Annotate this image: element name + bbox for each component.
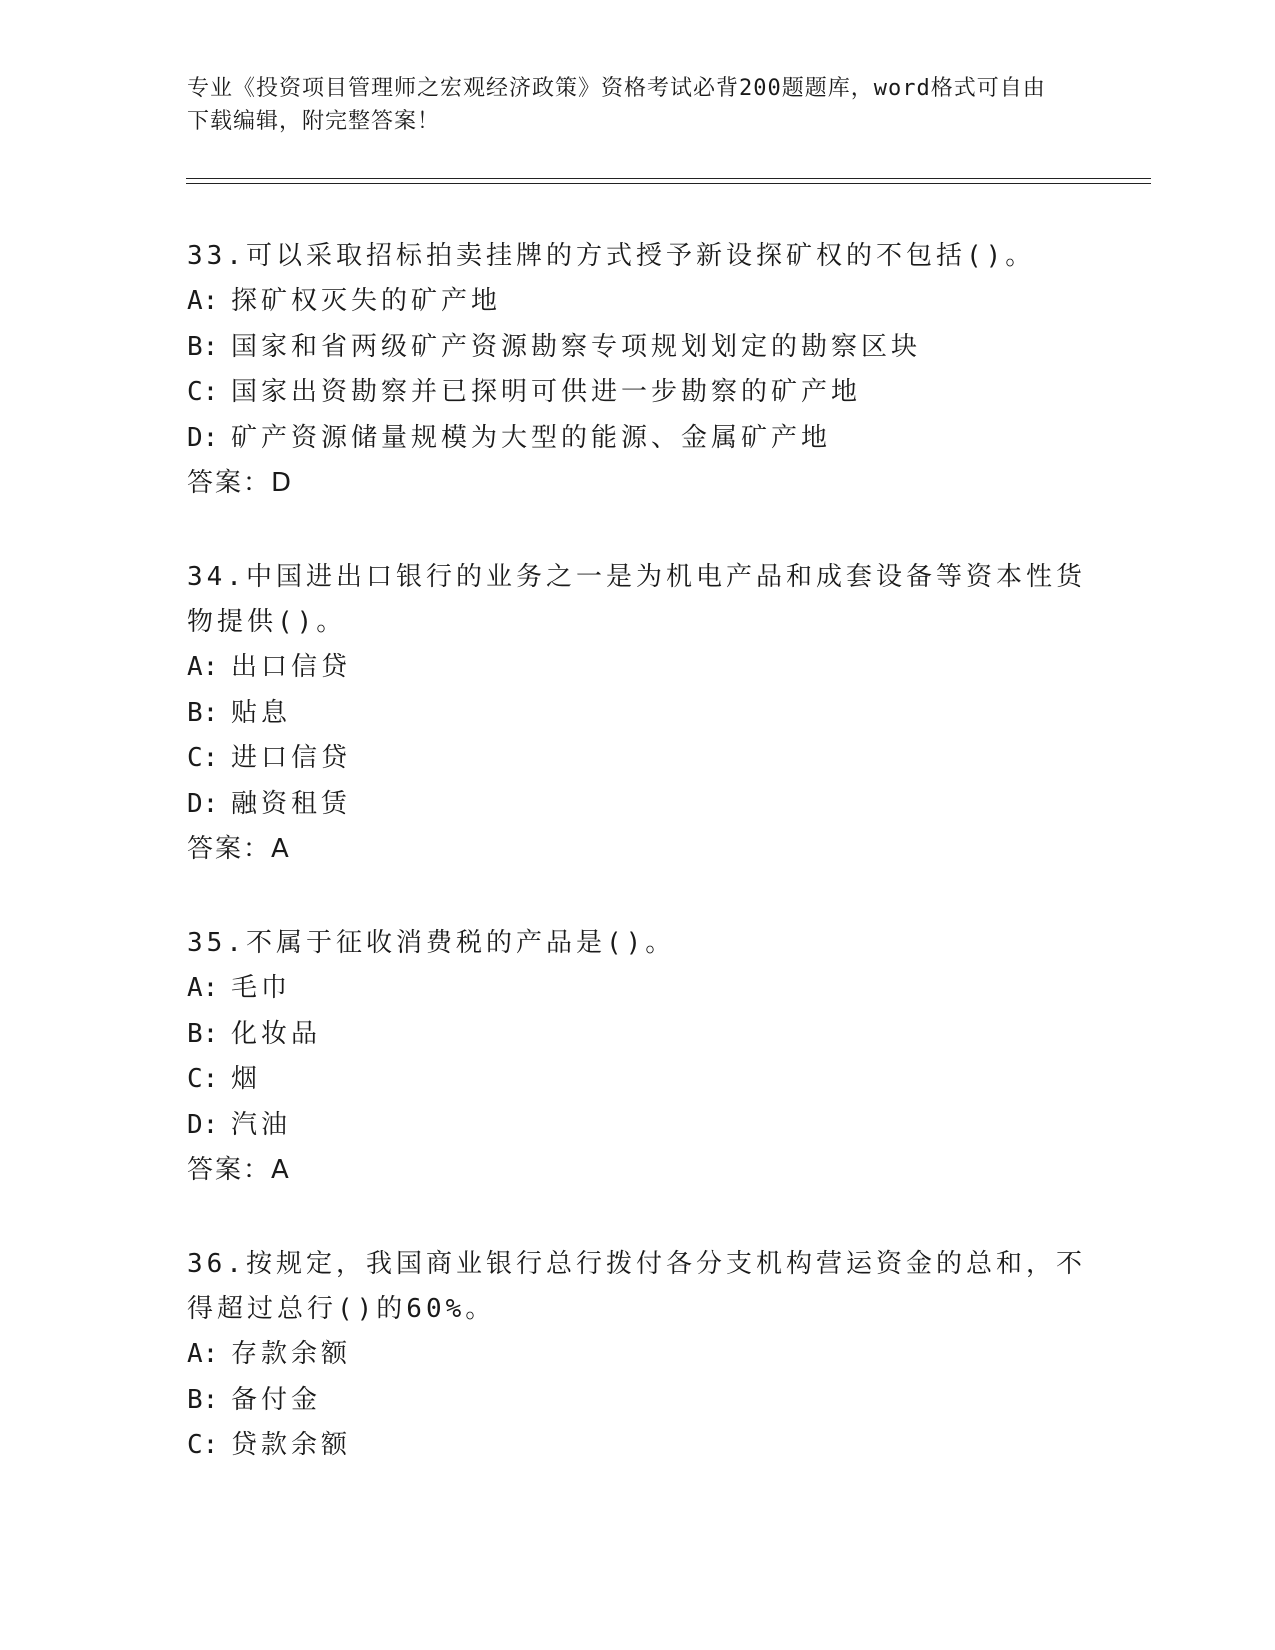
answer-line: 答案：A: [187, 834, 291, 864]
question-stem: 36.按规定，我国商业银行总行拨付各分支机构营运资金的总和，不得超过总行()的60%。: [187, 1249, 1086, 1324]
option-text: 贷款余额: [231, 1430, 352, 1460]
option-a: [187, 966, 1087, 1012]
option-text: 出口信贷: [231, 652, 352, 682]
option-key: C:: [187, 1430, 219, 1460]
option-text: 矿产资源储量规模为大型的能源、金属矿产地: [231, 422, 832, 453]
option-text: 国家出资勘察并已探明可供进一步勘察的矿产地: [231, 377, 862, 407]
option-key: D:: [187, 1109, 219, 1140]
question-33: [187, 234, 1087, 506]
question-stem: 33.可以采取招标拍卖挂牌的方式授予新设探矿权的不包括()。: [187, 241, 1036, 271]
option-text: 贴息: [231, 697, 292, 728]
option-b: [187, 325, 1087, 371]
option-key: B:: [187, 1018, 219, 1049]
option-text: 探矿权灭失的矿产地: [231, 286, 502, 316]
header-double-rule: [186, 178, 1151, 184]
option-d: [187, 1103, 1087, 1149]
option-text: 烟: [231, 1064, 262, 1094]
document-header: 专业《投资项目管理师之宏观经济政策》资格考试必背200题题库，word格式可自由下载编辑，附完整答案！: [187, 76, 1046, 134]
option-c: [187, 1057, 1087, 1103]
option-text: 化妆品: [231, 1018, 322, 1049]
question-34: [187, 555, 1087, 872]
option-d: [187, 416, 1087, 462]
option-key: C:: [187, 1064, 219, 1094]
question-35: [187, 921, 1087, 1193]
option-c: [187, 370, 1087, 416]
option-key: B:: [187, 1384, 219, 1415]
option-key: B:: [187, 697, 219, 728]
option-key: A:: [187, 652, 219, 682]
option-a: [187, 1332, 1087, 1378]
option-text: 汽油: [231, 1109, 292, 1140]
question-36: [187, 1242, 1087, 1469]
question-list: [187, 234, 1087, 1518]
option-d: [187, 782, 1087, 828]
option-text: 国家和省两级矿产资源勘察专项规划划定的勘察区块: [231, 331, 922, 362]
option-text: 存款余额: [231, 1339, 352, 1369]
option-b: [187, 1378, 1087, 1424]
option-key: A:: [187, 1339, 219, 1369]
option-b: [187, 691, 1087, 737]
option-key: C:: [187, 377, 219, 407]
option-key: A:: [187, 286, 219, 316]
option-c: [187, 736, 1087, 782]
option-text: 毛巾: [231, 973, 292, 1003]
answer-line: 答案：A: [187, 1155, 291, 1185]
option-a: [187, 645, 1087, 691]
option-key: A:: [187, 973, 219, 1003]
question-stem: 35.不属于征收消费税的产品是()。: [187, 928, 676, 958]
option-c: [187, 1423, 1087, 1469]
option-b: [187, 1012, 1087, 1058]
question-stem: 34.中国进出口银行的业务之一是为机电产品和成套设备等资本性货物提供()。: [187, 562, 1086, 637]
option-key: D:: [187, 788, 219, 819]
answer-line: 答案：D: [187, 468, 294, 498]
option-key: C:: [187, 743, 219, 773]
option-key: B:: [187, 331, 219, 362]
option-text: 进口信贷: [231, 743, 352, 773]
option-a: [187, 279, 1087, 325]
option-key: D:: [187, 422, 219, 453]
option-text: 备付金: [231, 1384, 322, 1415]
option-text: 融资租赁: [231, 788, 352, 819]
